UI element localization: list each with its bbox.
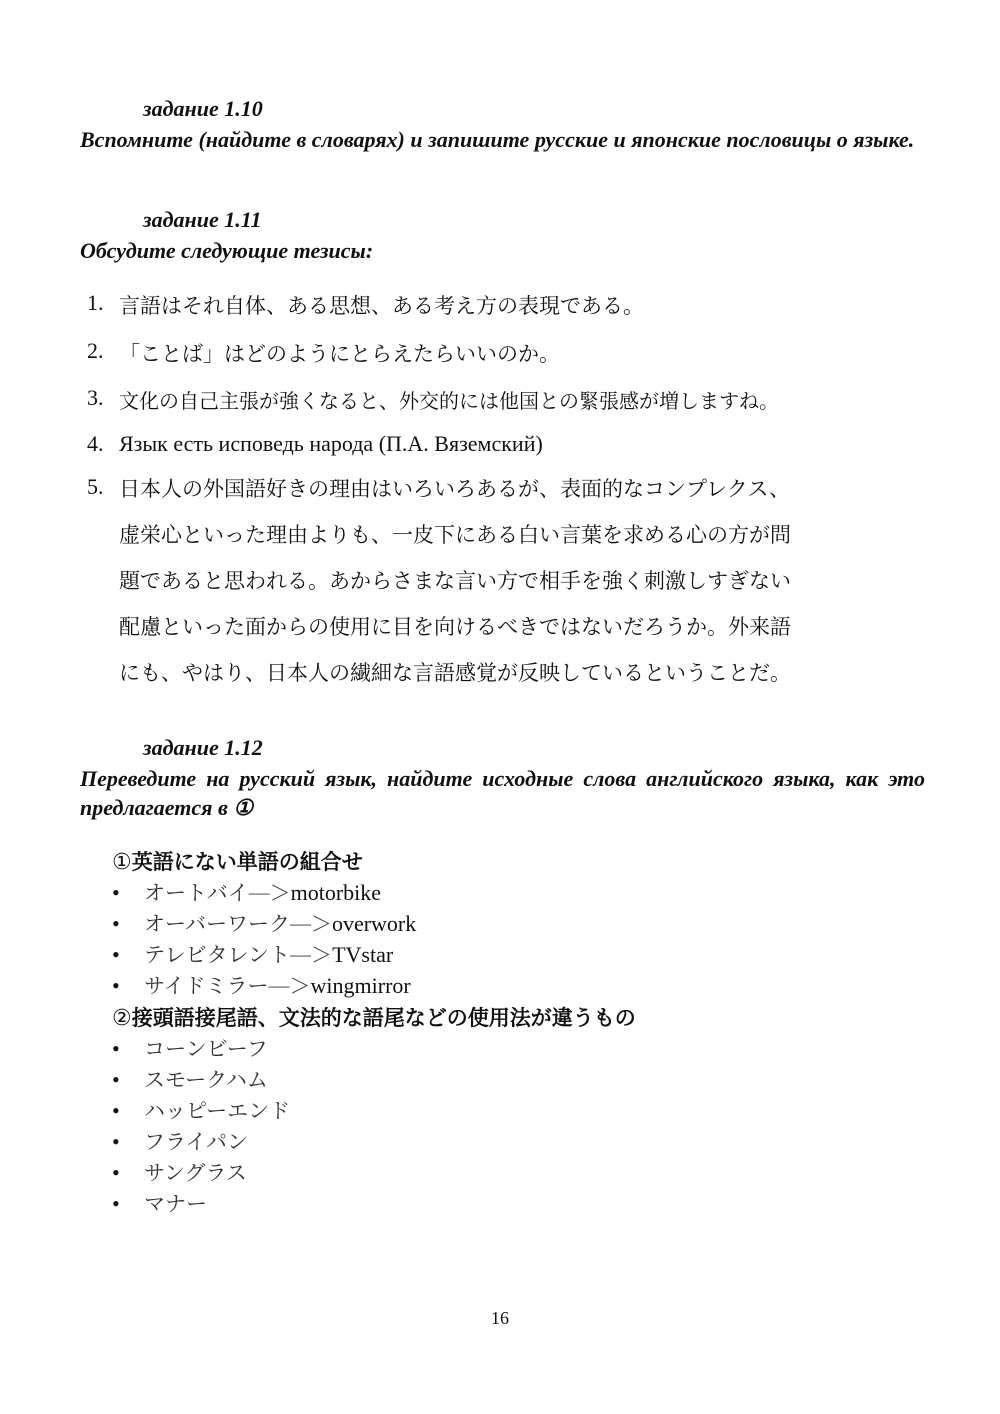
task-1-11-text: Обсудите следующие тезисы: [80,238,374,263]
english-word: TVstar [332,942,394,967]
list-item [112,1189,290,1220]
katakana-word: コーンビーフ [144,1037,268,1061]
section-2-heading [112,1002,636,1032]
thesis-number: 5. [87,474,104,499]
task-1-12-label: задание 1.12 [143,735,263,760]
bullet-icon: • [112,1098,120,1123]
circled-number-1: ① [112,850,132,875]
bullet-icon: • [112,1067,120,1092]
circled-number-2: ② [112,1006,132,1031]
bullet-icon: • [112,942,120,967]
section-1-heading [112,846,363,876]
thesis-text: 言語はそれ自体、ある思想、ある考え方の表現である。 [119,294,644,318]
thesis-number: 4. [87,431,104,456]
katakana-word: オートバイ―＞ [144,881,291,905]
bullet-icon: • [112,880,120,905]
katakana-word: ハッピーエンド [144,1099,291,1123]
katakana-word: オーバーワーク―＞ [144,912,332,936]
section-2-title: 接頭語接尾語、文法的な語尾などの使用法が違うもの [131,1006,636,1030]
thesis-number: 2. [87,338,104,363]
bullet-icon: • [112,1160,120,1185]
thesis-line: 題であると思われる。あからさまな言い方で相手を強く刺激しすぎない [119,569,791,593]
section-2-list [112,1034,290,1220]
katakana-word: スモークハム [144,1068,268,1092]
list-item [112,940,416,971]
katakana-word: サイドミラー―＞ [144,974,311,998]
katakana-word: マナー [144,1192,207,1216]
list-item [112,1065,290,1096]
bullet-icon: • [112,973,120,998]
thesis-text: 文化の自己主張が強くなると、外交的には他国との緊張感が増しますね。 [119,389,779,413]
bullet-icon: • [112,1036,120,1061]
english-word: wingmirror [310,973,411,998]
task-1-10-label: задание 1.10 [143,96,263,121]
section-1-title: 英語にない単語の組合せ [131,850,363,874]
list-item [112,1096,290,1127]
bullet-icon: • [112,911,120,936]
page-number: 16 [491,1308,509,1328]
thesis-text: Язык есть исповедь народа (П.А. Вяземский) [119,431,543,456]
katakana-word: テレビタレント―＞ [144,943,333,967]
thesis-number: 1. [87,290,104,315]
katakana-word: サングラス [144,1161,247,1185]
task-1-11-label: задание 1.11 [143,207,262,232]
thesis-number: 3. [87,385,104,410]
list-item [112,1158,290,1189]
task-1-12-text: Переведите на русский язык, найдите исходные слова английского языка, как это предлагается в ① [80,766,925,820]
list-item [112,909,416,940]
bullet-icon: • [112,1191,120,1216]
section-1-list [112,878,416,1002]
thesis-line: にも、やはり、日本人の繊細な言語感覚が反映しているということだ。 [119,661,791,685]
thesis-line: 日本人の外国語好きの理由はいろいろあるが、表面的なコンプレクス、 [119,477,791,501]
english-word: overwork [331,911,417,936]
bullet-icon: • [112,1129,120,1154]
thesis-text: 「ことば」はどのようにとらえたらいいのか。 [119,342,560,366]
task-1-10-text: Вспомните (найдите в словарях) и запишите русские и японские пословицы о языке. [80,127,915,152]
list-item [112,1127,290,1158]
list-item [112,1034,290,1065]
english-word: motorbike [290,880,382,905]
thesis-text [119,474,919,704]
list-item [112,878,416,909]
thesis-line: 配慮といった面からの使用に目を向けるべきではないだろうか。外来語 [119,615,791,639]
thesis-line: 虚栄心といった理由よりも、一皮下にある白い言葉を求める心の方が問 [119,523,791,547]
list-item [112,971,416,1002]
katakana-word: フライパン [144,1130,248,1154]
